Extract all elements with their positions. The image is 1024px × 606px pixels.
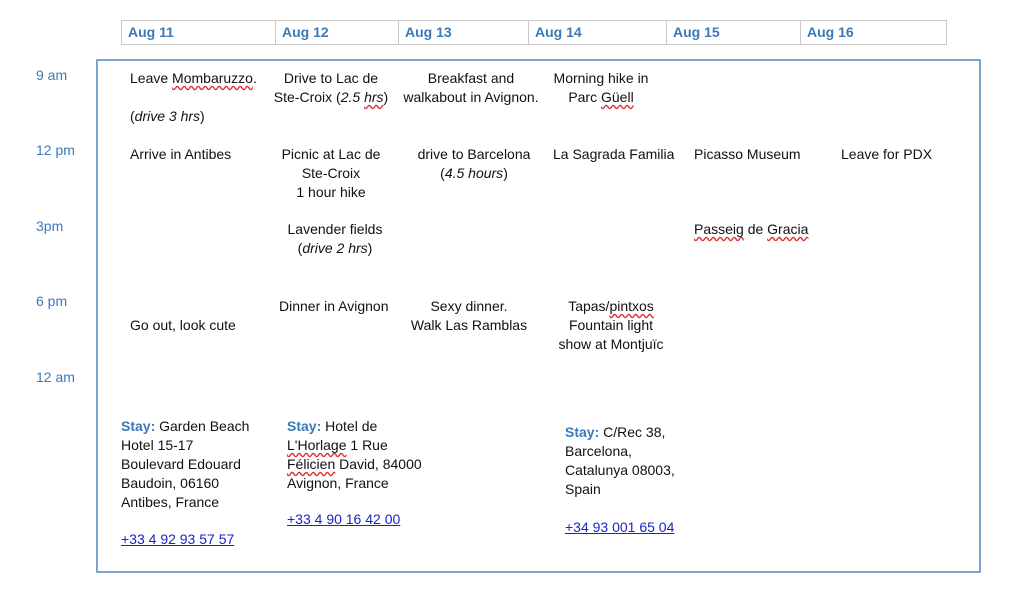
phone-link-avignon[interactable]: +33 4 90 16 42 00 <box>287 511 401 527</box>
day-header-row <box>121 20 947 45</box>
stay-label: Stay: <box>287 418 322 434</box>
time-label-12am: 12 am <box>36 369 75 385</box>
spellcheck-word: Gracia <box>767 221 809 237</box>
day-header-aug14[interactable]: Aug 14 <box>529 21 667 44</box>
aug14-12pm-event[interactable]: La Sagrada Familia <box>553 146 675 162</box>
stay-barcelona[interactable]: Stay: C/Rec 38, Barcelona, Catalunya 08003, Spain <box>565 424 675 497</box>
day-header-aug15[interactable]: Aug 15 <box>667 21 801 44</box>
phone-link-antibes[interactable]: +33 4 92 93 57 57 <box>121 531 235 547</box>
day-header-aug12[interactable]: Aug 12 <box>276 21 399 44</box>
spellcheck-word: hrs <box>364 89 384 105</box>
spellcheck-word: pintxos <box>609 298 654 314</box>
aug15-3pm-event[interactable]: Passeig de Gracia <box>694 221 809 237</box>
aug13-9am-event[interactable]: Breakfast and walkabout in Avignon. <box>403 70 539 105</box>
spellcheck-word: Passeig <box>694 221 744 237</box>
stay-label: Stay: <box>121 418 156 434</box>
aug14-6pm-event[interactable]: Tapas/pintxos Fountain light show at Montjuïc <box>558 298 664 352</box>
aug11-drive-note[interactable]: (drive 3 hrs) <box>130 108 205 124</box>
stay-antibes[interactable]: Stay: Garden Beach Hotel 15-17 Boulevard Edouard Baudoin, 06160 Antibes, France <box>121 418 250 510</box>
spellcheck-word: Mombaruzzo <box>172 70 253 86</box>
day-header-aug16[interactable]: Aug 16 <box>807 24 854 40</box>
time-label-9am: 9 am <box>36 67 68 83</box>
aug12-9am-event[interactable]: Drive to Lac de Ste-Croix (2.5 hrs) <box>273 70 389 105</box>
time-label-6pm: 6 pm <box>36 293 68 309</box>
spellcheck-word: Güell <box>601 89 634 105</box>
stay-avignon[interactable]: Stay: Hotel de L'Horlage 1 Rue Félicien David, 84000 Avignon, France <box>287 418 422 491</box>
day-header-aug11[interactable]: Aug 11 <box>122 21 276 44</box>
spellcheck-word: L'Horlage <box>287 437 347 453</box>
aug12-3pm-event[interactable]: Lavender fields (drive 2 hrs) <box>287 221 383 256</box>
stay-label: Stay: <box>565 424 600 440</box>
day-header-aug13[interactable]: Aug 13 <box>399 21 529 44</box>
time-label-3pm: 3pm <box>36 218 64 234</box>
aug13-6pm-event[interactable]: Sexy dinner. Walk Las Ramblas <box>410 298 528 333</box>
aug16-12pm-event[interactable]: Leave for PDX <box>841 146 933 162</box>
aug13-12pm-event[interactable]: drive to Barcelona (4.5 hours) <box>417 146 531 181</box>
time-label-12pm: 12 pm <box>36 142 75 158</box>
aug12-12pm-event[interactable]: Picnic at Lac de Ste-Croix 1 hour hike <box>281 146 381 200</box>
phone-link-barcelona[interactable]: +34 93 001 65 04 <box>565 519 675 535</box>
aug15-12pm-event[interactable]: Picasso Museum <box>694 146 801 162</box>
aug11-12pm-event[interactable]: Arrive in Antibes <box>130 146 232 162</box>
aug11-9am-event[interactable]: Leave Mombaruzzo. <box>130 70 257 86</box>
aug11-6pm-event[interactable]: Go out, look cute <box>130 317 236 333</box>
aug12-6pm-event[interactable]: Dinner in Avignon <box>279 298 389 314</box>
aug14-9am-event[interactable]: Morning hike in Parc Güell <box>553 70 649 105</box>
spellcheck-word: Félicien <box>287 456 336 472</box>
